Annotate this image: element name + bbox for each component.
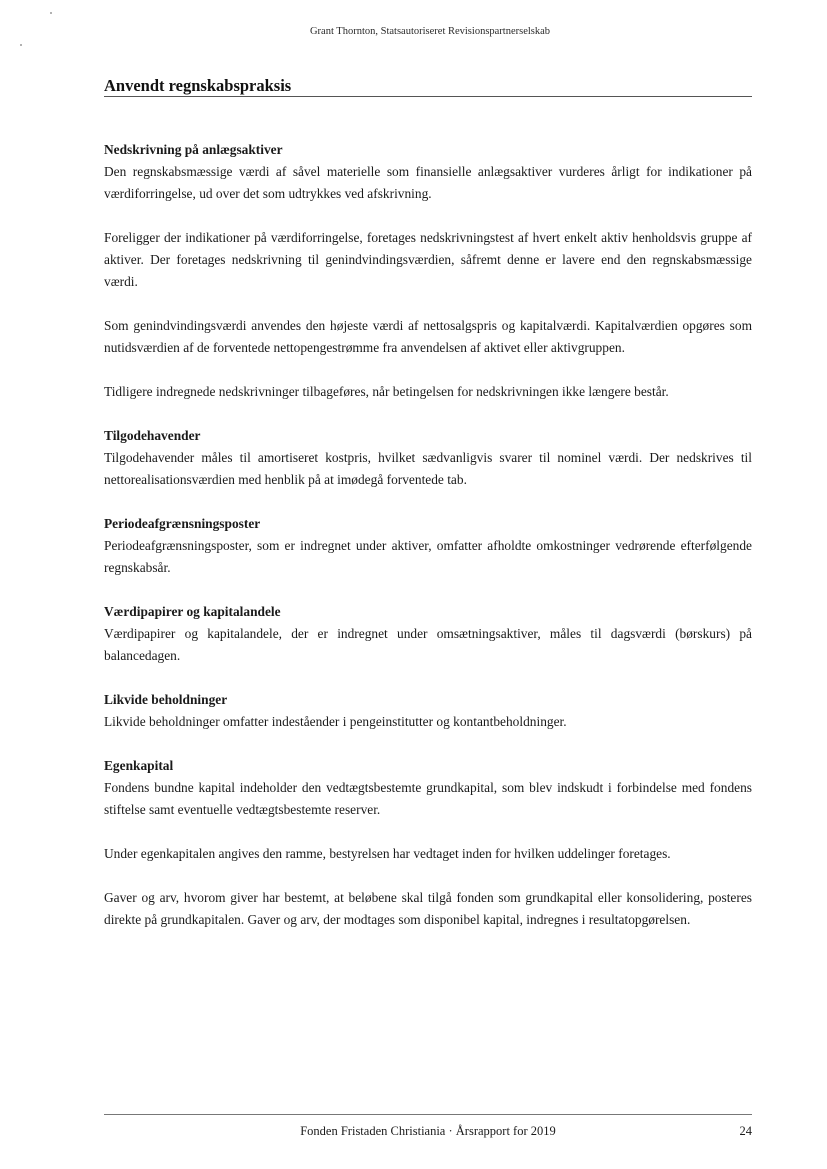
- scan-speck: [50, 12, 52, 14]
- paragraph: Under egenkapitalen angives den ramme, bestyrelsen har vedtaget inden for hvilken uddelinger foretages.: [104, 846, 671, 861]
- section-nedskrivning: [104, 139, 752, 403]
- page-header: Grant Thornton, Statsautoriseret Revisionspartnerselskab: [309, 26, 551, 37]
- paragraph: Gaver og arv, hvorom giver har bestemt, at beløbene skal tilgå fonden som grundkapital eller konsolidering, posteres direkte på grundkapitalen. Gaver og arv, der modtages som disponibel kapital, indregnes i resultatopgørelsen.: [104, 890, 752, 927]
- paragraph: Fondens bundne kapital indeholder den vedtægtsbestemte grundkapital, som blev indskudt i forbindelse med fondens stiftelse samt eventuelle vedtægtsbestemte reserver.: [104, 780, 752, 817]
- section-egenkapital: [104, 755, 752, 931]
- paragraph: Værdipapirer og kapitalandele, der er indregnet under omsætningsaktiver, måles til dagsværdi (børskurs) på balancedagen.: [104, 626, 752, 663]
- paragraph: Tidligere indregnede nedskrivninger tilbageføres, når betingelsen for nedskrivningen ikke længere består.: [104, 384, 669, 399]
- paragraph: Likvide beholdninger omfatter indeståender i pengeinstitutter og kontantbeholdninger.: [104, 714, 567, 729]
- paragraph: Som genindvindingsværdi anvendes den højeste værdi af nettosalgspris og kapitalværdi. Kapitalværdien opgøres som nutidsværdien af de forventede nettopengestrømme fra anvendelsen af aktivet eller aktivgruppen.: [104, 318, 752, 355]
- section-periodeafgraensningsposter: [104, 513, 752, 579]
- footer-title: Fonden Fristaden Christiania · Årsrapport for 2019: [300, 1124, 556, 1138]
- title-underline: [104, 96, 752, 97]
- section-title: Anvendt regnskabspraksis: [104, 76, 292, 95]
- section-heading: Periodeafgrænsningsposter: [104, 516, 261, 531]
- paragraph: Foreligger der indikationer på værdiforringelse, foretages nedskrivningstest af hvert enkelt aktiv henholdsvis gruppe af aktiver. Der foretages nedskrivning til genindvindingsværdien, såfremt denne er lavere end den regnskabsmæssige værdi.: [104, 230, 752, 289]
- paragraph: Periodeafgrænsningsposter, som er indregnet under aktiver, omfatter afholdte omkostninger vedrørende efterfølgende regnskabsår.: [104, 538, 752, 575]
- footer-rule: [104, 1114, 752, 1115]
- page-number: 24: [739, 1124, 752, 1138]
- section-heading: Nedskrivning på anlægsaktiver: [104, 142, 283, 157]
- paragraph: Tilgodehavender måles til amortiseret kostpris, hvilket sædvanligvis svarer til nominel værdi. Der nedskrives til nettorealisationsværdien med henblik på at imødegå forventede tab.: [104, 450, 752, 487]
- section-heading: Værdipapirer og kapitalandele: [104, 604, 281, 619]
- section-vaerdipapirer: [104, 601, 752, 667]
- section-heading: Tilgodehavender: [104, 428, 201, 443]
- section-likvide-beholdninger: [104, 689, 752, 733]
- paragraph: Den regnskabsmæssige værdi af såvel materielle som finansielle anlægsaktiver vurderes årligt for indikationer på værdiforringelse, ud over det som udtrykkes ved afskrivning.: [104, 164, 752, 201]
- section-tilgodehavender: [104, 425, 752, 491]
- scan-speck: [20, 44, 22, 46]
- section-heading: Egenkapital: [104, 758, 174, 773]
- section-heading: Likvide beholdninger: [104, 692, 228, 707]
- document-body: [104, 139, 752, 931]
